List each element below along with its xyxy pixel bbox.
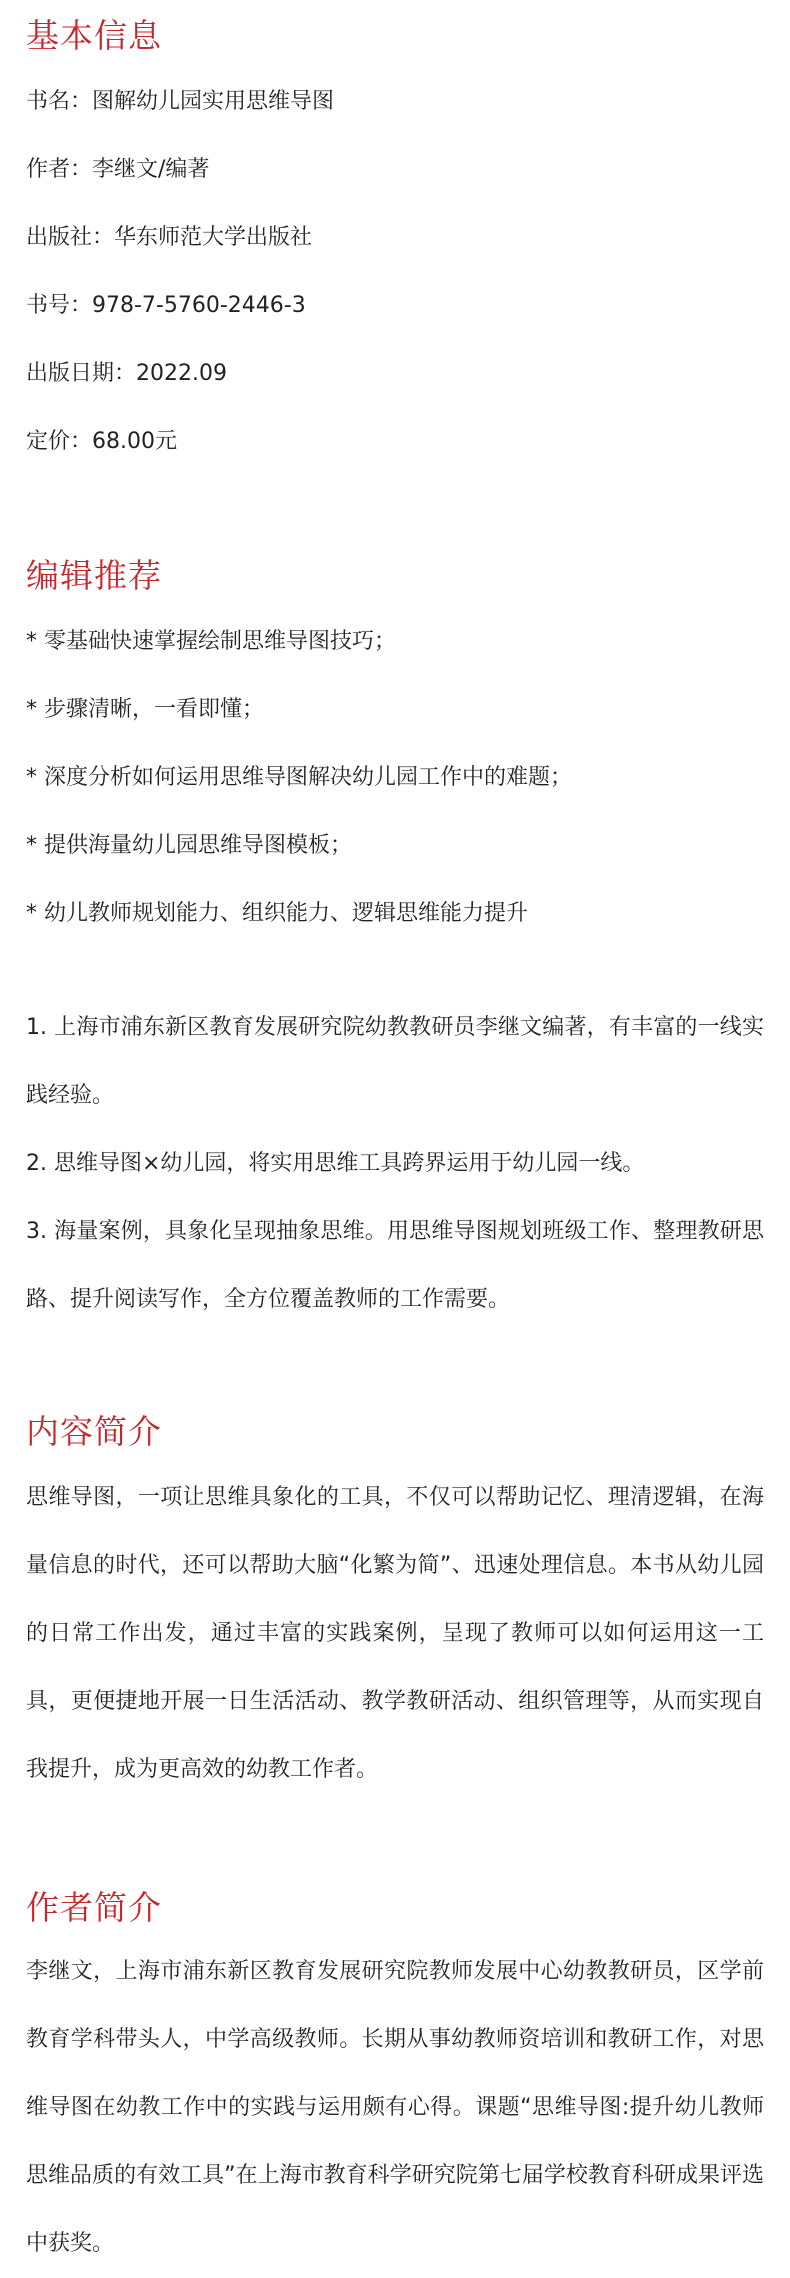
book-publisher: 出版社：华东师范大学出版社 <box>26 225 313 250</box>
book-isbn: 书号：978-7-5760-2446-3 <box>26 293 306 318</box>
content-intro <box>26 1464 764 1804</box>
book-price: 定价：68.00元 <box>26 429 177 454</box>
book-date: 出版日期：2022.09 <box>26 361 227 386</box>
recommend-bullet: * 幼儿教师规划能力、组织能力、逻辑思维能力提升 <box>26 901 528 926</box>
recommend-bullet: * 步骤清晰，一看即懂； <box>26 697 264 722</box>
section-title-content-intro: 内容简介 <box>26 1412 162 1451</box>
author-intro <box>26 1938 764 2278</box>
section-title-author-intro: 作者简介 <box>26 1888 162 1927</box>
recommend-bullet: * 深度分析如何运用思维导图解决幼儿园工作中的难题； <box>26 765 572 790</box>
recommend-numbered <box>26 994 764 1334</box>
content-intro-text: 思维导图，一项让思维具象化的工具，不仅可以帮助记忆、理清逻辑，在海量信息的时代，还可以帮助大脑“化繁为简”、迅速处理信息。本书从幼儿园的日常工作出发，通过丰富的实践案例，呈现了教师可以如何运用这一工具，更便捷地开展一日生活活动、教学教研活动、组织管理等，从而实现自我提升，成为更高效的幼教工作者。 <box>26 1485 764 1782</box>
book-name: 书名：图解幼儿园实用思维导图 <box>26 89 335 114</box>
book-author: 作者：李继文/编著 <box>26 157 210 182</box>
recommend-bullet: * 提供海量幼儿园思维导图模板； <box>26 833 352 858</box>
recommend-numbered-item: 1. 上海市浦东新区教育发展研究院幼教教研员李继文编著，有丰富的一线实践经验。 <box>26 1015 764 1108</box>
author-intro-text: 李继文，上海市浦东新区教育发展研究院教师发展中心幼教教研员，区学前教育学科带头人，中学高级教师。长期从事幼教师资培训和教研工作，对思维导图在幼教工作中的实践与运用颇有心得。课题“思维导图:提升幼儿教师思维品质的有效工具”在上海市教育科学研究院第七届学校教育科研成果评选中获奖。 <box>26 1959 764 2256</box>
recommend-bullet: * 零基础快速掌握绘制思维导图技巧； <box>26 629 396 654</box>
section-title-editor-recommend: 编辑推荐 <box>26 556 162 595</box>
section-title-basic-info: 基本信息 <box>26 16 162 55</box>
recommend-numbered-item: 2. 思维导图×幼儿园，将实用思维工具跨界运用于幼儿园一线。 <box>26 1151 645 1176</box>
recommend-numbered-item: 3. 海量案例，具象化呈现抽象思维。用思维导图规划班级工作、整理教研思路、提升阅读写作，全方位覆盖教师的工作需要。 <box>26 1219 764 1312</box>
